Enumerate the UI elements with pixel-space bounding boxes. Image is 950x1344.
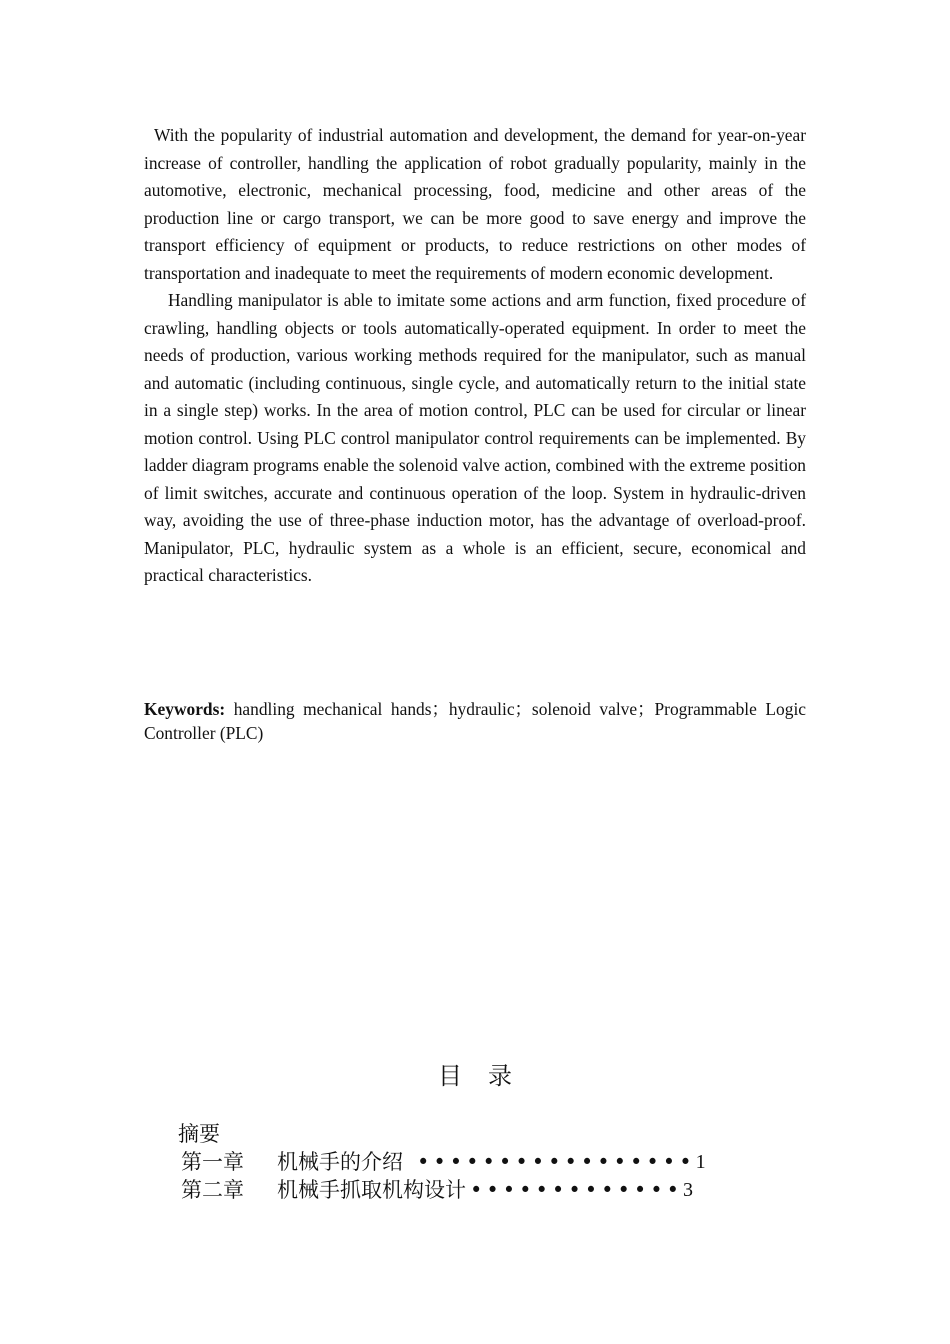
abstract-body — [144, 122, 806, 590]
toc-entry-title: 机械手的介绍 — [277, 1150, 403, 1174]
toc-title: 目录 — [438, 1062, 538, 1090]
toc-entry-chapter-1[interactable] — [178, 1148, 798, 1176]
toc-entry-chapter: 第二章 — [181, 1178, 244, 1202]
keywords-label: Keywords: — [144, 699, 226, 719]
toc-entry-title: 机械手抓取机构设计 — [277, 1178, 466, 1202]
toc-entry-chapter: 第一章 — [181, 1150, 244, 1174]
abstract-paragraph-2: Handling manipulator is able to imitate some actions and arm function, fixed procedure of crawling, handling objects or tools automatically-operated equipment. In order to meet the needs of production, various working methods required for the manipulator, such as manual and automatic (including continuous, single cycle, and automatically return to the initial state in a single step) works. In the area of motion control, PLC can be used for circular or linear motion control. Using PLC control manipulator control requirements can be implemented. By ladder diagram programs enable the solenoid valve action, combined with the extreme position of limit switches, accurate and continuous operation of the loop. System in hydraulic-driven way, avoiding the use of three-phase induction motor, has the advantage of overload-proof. Manipulator, PLC, hydraulic system as a whole is an efficient, secure, economical and practical characteristics. — [144, 290, 806, 585]
abstract-paragraph-1: With the popularity of industrial automation and development, the demand for year-on-year increase of controller, handling the application of robot gradually popularity, mainly in the automotive, electronic, mechanical processing, food, medicine and other areas of the production line or cargo transport, we can be more good to save energy and improve the transport efficiency of equipment or products, to reduce restrictions on other modes of transportation and inadequate to meet the requirements of modern economic development. — [144, 125, 806, 283]
toc-entry-page: 3 — [683, 1179, 694, 1201]
table-of-contents — [178, 1120, 798, 1204]
toc-entry-leader: ••••••••••••• — [470, 1178, 684, 1202]
keywords-text: handling mechanical hands；hydraulic；solenoid valve；Programmable Logic Controller (PLC) — [144, 699, 806, 743]
toc-entry-leader: ••••••••••••••••• — [417, 1150, 696, 1174]
toc-entry-chapter-2[interactable] — [178, 1176, 798, 1204]
toc-entry-page: 1 — [695, 1151, 706, 1173]
toc-entry-chapter: 摘要 — [178, 1122, 220, 1146]
keywords-line — [144, 697, 806, 745]
toc-entry-abstract[interactable] — [178, 1120, 798, 1148]
